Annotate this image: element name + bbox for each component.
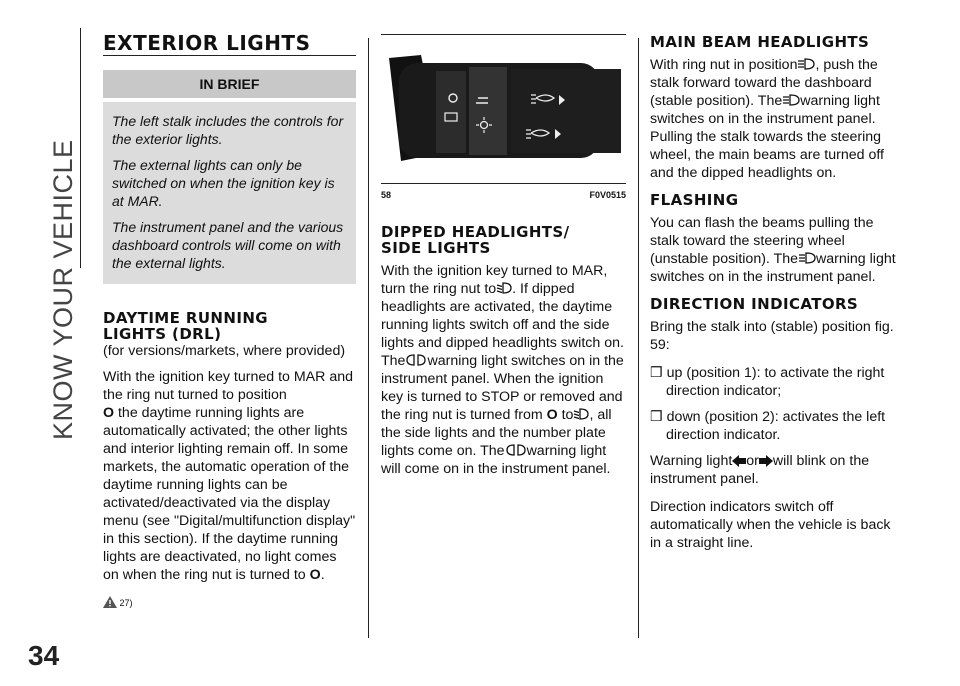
direction-auto-off: Direction indicators switch off automatically when the vehicle is back in a straight line.: [650, 499, 891, 551]
figure-top-rule: [381, 34, 626, 35]
dipped-beam-icon: [496, 281, 512, 295]
main-beam-heading: MAIN BEAM HEADLIGHTS: [650, 33, 870, 51]
column-2: [381, 34, 626, 488]
brief-header: IN BRIEF: [103, 70, 356, 98]
brief-paragraph: The left stalk includes the controls for the exterior lights.: [112, 113, 344, 147]
sidebar-rule: [80, 28, 81, 268]
column-divider: [638, 38, 639, 638]
stalk-figure: [381, 43, 626, 183]
drl-heading-line: DAYTIME RUNNING: [103, 309, 268, 327]
section-sidebar-title: KNOW YOUR VEHICLE: [48, 139, 78, 440]
side-lights-icon: [505, 443, 527, 457]
figure-bottom-rule: [381, 183, 626, 184]
main-beam-paragraph: With ring nut in position , push the stalk forward toward the dashboard (stable position). The warning light switches on in the instrument panel. Pulling the stalk towards the steering wheel, the main beams are turned off and the dipped headlights on.: [650, 57, 884, 181]
main-beam-icon: [798, 251, 816, 265]
drl-heading: [103, 310, 356, 342]
main-beam-icon: [782, 93, 800, 107]
light-stalk-illustration: [381, 43, 626, 183]
drl-subtitle: (for versions/markets, where provided): [103, 343, 346, 359]
dipped-paragraph: With the ignition key turned to MAR, turn the ring nut to . If dipped headlights are activated, the daytime running lights switch off and the side lights and dipped headlights switch on. The warning light switches on in the instrument panel. When the ignition key is turned to STOP or removed and the ring nut is turned from O to , all the side lights and the number plate lights come on. The warning light will come on in the instrument panel.: [381, 263, 624, 477]
figure-caption: [381, 186, 626, 204]
drl-paragraph: With the ignition key turned to MAR and the ring nut turned to position O the daytime running lights are automatically activated; the other lights and interior lighting remain off. In some markets, the automatic operation of the daytime running lights can be activated/deactivated via the display menu (see "Digital/multifunction display" in this section). If the daytime running lights are deactivated, no light comes on when the ring nut is turned to O.: [103, 369, 356, 583]
main-beam-icon: [797, 57, 815, 71]
warning-reference: [103, 594, 356, 612]
drl-heading-line: LIGHTS (DRL): [103, 325, 222, 343]
dipped-beam-icon: [573, 407, 589, 421]
direction-intro: Bring the stalk into (stable) position fig. 59:: [650, 319, 894, 353]
figure-number: 58: [381, 190, 392, 200]
indicator-warning-paragraph: Warning light or will blink on the instrument panel.: [650, 453, 870, 487]
list-item: ❒ up (position 1): to activate the right direction indicator;: [650, 365, 885, 399]
brief-box: [103, 102, 356, 284]
dipped-heading: [381, 224, 626, 256]
dipped-heading-line: DIPPED HEADLIGHTS/: [381, 223, 570, 241]
list-item: ❒ down (position 2): activates the left direction indicator.: [650, 409, 886, 443]
side-lights-icon: [405, 353, 427, 367]
figure-code: F0V0515: [589, 190, 626, 200]
column-3: [650, 34, 900, 562]
flashing-heading: FLASHING: [650, 191, 739, 209]
right-arrow-icon: [759, 455, 773, 467]
brief-paragraph: The external lights can only be switched on when the ignition key is at MAR.: [112, 157, 335, 209]
warning-ref-number: 27): [119, 598, 133, 608]
page-number: 34: [28, 640, 60, 671]
column-1: [103, 31, 356, 612]
flashing-paragraph: You can flash the beams pulling the stalk toward the steering wheel (unstable position). The warning light switches on in the instrument panel.: [650, 215, 896, 285]
brief-paragraph: The instrument panel and the various dashboard controls will come on with the external lights.: [112, 219, 344, 271]
dipped-heading-line: SIDE LIGHTS: [381, 239, 491, 257]
title-rule: [103, 55, 356, 56]
direction-heading: DIRECTION INDICATORS: [650, 295, 859, 313]
column-divider: [368, 38, 369, 638]
warning-triangle-icon: [103, 596, 117, 608]
left-arrow-icon: [732, 455, 746, 467]
section-title: EXTERIOR LIGHTS: [103, 31, 311, 55]
